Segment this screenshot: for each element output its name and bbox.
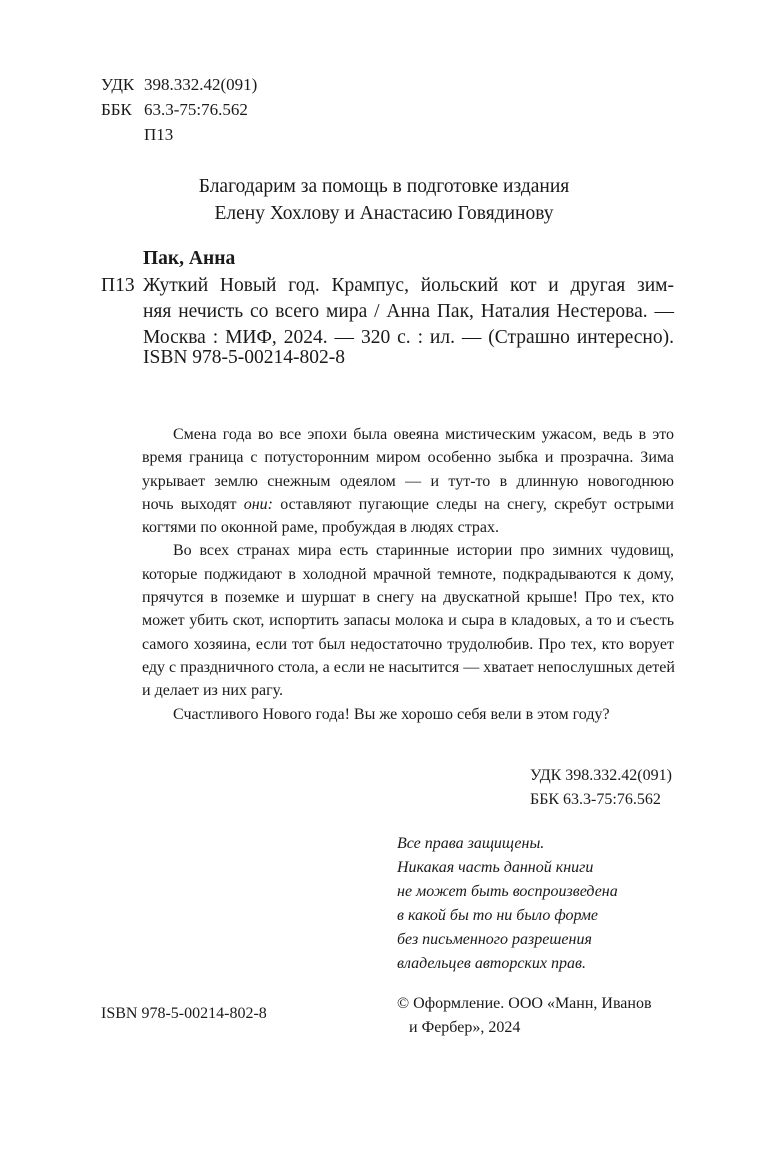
acknowledgement-line: Елену Хохлову и Анастасию Говядинову — [214, 203, 554, 224]
annotation-line: еду с праздничного стола, а если не насытится — хватает непослушных детей — [142, 658, 675, 676]
copyright-notice — [397, 992, 652, 1040]
bbk-label: ББК — [101, 100, 132, 119]
rights-line: владельцев авторских прав. — [397, 955, 586, 972]
rights-line: в какой бы то ни было форме — [397, 907, 598, 924]
annotation-line: которые поджидают в холодной мрачной темноте, подкрадываются к дому, — [142, 565, 674, 583]
bibliographic-record — [143, 273, 674, 351]
bibliography-line: Москва : МИФ, 2024. — 320 с. : ил. — (Страшно интересно). — [143, 327, 674, 348]
rights-line: не может быть воспроизведена — [397, 883, 618, 900]
annotation-line: самого хозяина, если тот был недостаточно трудолюбив. Про тех, кто ворует — [142, 635, 674, 653]
acknowledgement — [0, 173, 768, 227]
copyright-line: © Оформление. ООО «Манн, Иванов — [397, 995, 652, 1012]
annotation-line: ночь выходят они: оставляют пугающие следы на снегу, скребут острыми — [142, 495, 674, 513]
acknowledgement-line: Благодарим за помощь в подготовке издания — [198, 176, 570, 197]
author-code-row — [101, 122, 257, 147]
annotation-line: когтями по оконной раме, пробуждая в людях страх. — [142, 519, 499, 537]
emphasis: они: — [243, 495, 273, 513]
bbk-row — [101, 97, 257, 122]
annotation — [142, 423, 674, 726]
rights-line: Все права защищены. — [397, 835, 545, 852]
isbn-main: ISBN 978-5-00214-802-8 — [143, 347, 346, 368]
bbk-value: 63.3-75:76.562 — [144, 100, 248, 119]
bibliography-code: П13 — [101, 275, 135, 296]
annotation-line: и делает из них рагу. — [142, 682, 284, 700]
rights-notice — [397, 832, 618, 976]
bbk-right: ББК 63.3-75:76.562 — [530, 791, 661, 808]
annotation-line: Счастливого Нового года! Вы же хорошо себя вели в этом году? — [173, 705, 610, 723]
bibliography-line: Жуткий Новый год. Крампус, йольский кот и другая зим- — [143, 275, 674, 296]
annotation-line: укрывает землю снежным одеялом — и тут-то в длинную новогоднюю — [142, 472, 674, 490]
rights-line: без письменного разрешения — [397, 931, 592, 948]
bibliography-line: няя нечисть со всего мира / Анна Пак, Наталия Нестерова. — — [143, 301, 674, 322]
annotation-line: Во всех странах мира есть старинные истории про зимних чудовищ, — [173, 542, 674, 560]
copyright-line: и Фербер», 2024 — [409, 1019, 521, 1036]
annotation-line: прячутся в поземке и шуршат в снегу на двускатной крыше! Про тех, кто — [142, 589, 674, 607]
udk-value: 398.332.42(091) — [144, 75, 258, 94]
right-classification-codes — [530, 764, 672, 812]
udk-label: УДК — [101, 75, 135, 94]
classification-codes — [101, 72, 257, 147]
annotation-line: время граница с потусторонним миром особенно зыбка и прозрачна. Зима — [142, 449, 674, 467]
isbn-footer: ISBN 978-5-00214-802-8 — [101, 1005, 267, 1022]
annotation-line: может убить скот, испортить запасы молока и сыра в кладовых, а то и съесть — [142, 612, 674, 630]
author-code: П13 — [144, 125, 174, 144]
author-heading: Пак, Анна — [143, 248, 236, 269]
udk-row — [101, 72, 257, 97]
udk-right: УДК 398.332.42(091) — [530, 767, 672, 784]
annotation-line: Смена года во все эпохи была овеяна мистическим ужасом, ведь в это — [173, 426, 674, 443]
rights-line: Никакая часть данной книги — [397, 859, 594, 876]
